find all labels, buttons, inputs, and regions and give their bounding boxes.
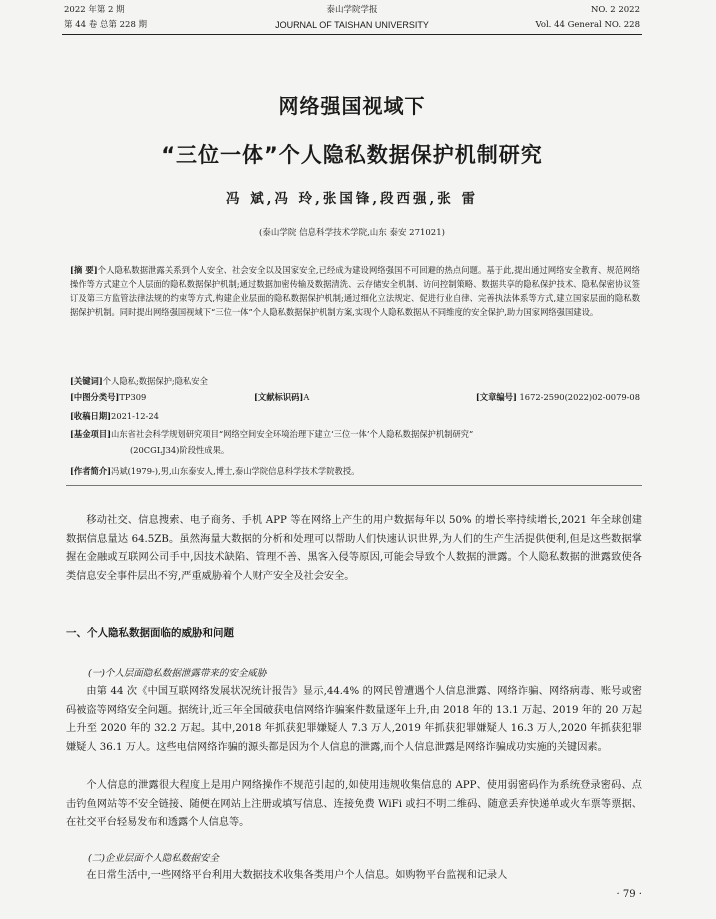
article-no-value: 1672-2590(2022)02-0079-08 [519, 392, 640, 402]
journal-name-en: JOURNAL OF TAISHAN UNIVERSITY [275, 20, 429, 30]
clc-value: TP309 [119, 392, 147, 402]
fund-row-continued: (20CGLJ34)阶段性成果。 [130, 445, 230, 455]
journal-name-cn: 泰山学院学报 [326, 5, 378, 15]
clc-block [70, 392, 146, 402]
abstract-label: [摘 要] [70, 265, 98, 275]
fund-label: [基金项目] [70, 429, 112, 439]
received-label: [收稿日期] [70, 411, 112, 421]
subsection-heading-2: (二)企业层面个人隐私数据安全 [88, 853, 219, 864]
paper-title-line-1: 网络强国视域下 [278, 94, 426, 118]
abstract-text: 个人隐私数据泄露关系到个人安全、社会安全以及国家安全,已经成为建设网络强国不可回避的热点问题。基于此,提出通过网络安全教育、规范网络操作等方式建立个人层面的隐私数据保护机制;通过数据加密传输及数据清洗、云存储安全机制、访问控制策略、数据共享的隐私保护技术、隐私保密协议签订及第三方监管法律法规的约束等方式,构建企业层面的隐私数据保护机制;通过细化立法规定、促进行业自律、完善执法体系等方式,建立国家层面的隐私数据保护机制。同时提出网络强国视域下“三位一体”个人隐私数据保护机制方案,实现个人隐私数据从不同维度的安全保护,助力国家网络强国建设。 [70, 265, 640, 317]
doc-code-value: A [303, 392, 310, 402]
volume-number: Vol. 44 General NO. 228 [535, 20, 640, 30]
paragraph-text: 个人信息的泄露很大程度上是用户网络操作不规范引起的,如使用违规收集信息的 APP、使用弱密码作为系统登录密码、点击钓鱼网站等不安全链接、随便在网站上注册或填写信息、连接免费 WiFi 或扫不明二维码、随意丢弃快递单或火车票等票据、在社交平台轻易发布和透露个人信息等。 [66, 780, 642, 829]
affiliation: (泰山学院 信息科学技术学院,山东 泰安 271021) [259, 228, 445, 238]
abstract [70, 263, 640, 319]
intro-text: 移动社交、信息搜索、电子商务、手机 APP 等在网络上产生的用户数据每年以 50% 的增长率持续增长,2021 年全球创建数据信息量达 64.5ZB。虽然海量大数据的分析和处理可以帮助人们快速认识世界,为人们的生产生活提供便利,但是这些数据掌握在金融或互联网公司手中,因技术缺陷、管理不善、黑客入侵等原因,可能会导致个人数据的泄露。个人隐私数据的泄露致使各类信息安全事件层出不穷,严重威胁着个人财产安全及社会安全。 [66, 515, 642, 582]
subsection-heading-1: (一)个人层面隐私数据泄露带来的安全威胁 [88, 668, 267, 679]
page-number: · 79 · [616, 889, 642, 900]
front-matter-divider [66, 485, 642, 486]
paragraph-text: 由第 44 次《中国互联网络发展状况统计报告》显示,44.4% 的网民曾遭遇个人信息泄露、网络诈骗、网络病毒、账号或密码被盗等网络安全问题。据统计,近三年全国破获电信网络诈骗案件数量逐年上升,由 2018 年的 13.1 万起、2019 年的 20 万起上升至 2020 年的 32.2 万起。其中,2018 年抓获犯罪嫌疑人 7.3 万人,2019 年抓获犯罪嫌疑人 16.3 万人,2020 年抓获犯罪嫌疑人 36.1 万人。这些电信网络诈骗的源头都是因为个人信息的泄露,而个人信息泄露是网络诈骗成功实施的关键因素。 [66, 686, 642, 753]
classification-row [70, 391, 640, 404]
keywords-row [70, 375, 640, 388]
introduction-paragraph [66, 512, 642, 586]
clc-label: [中图分类号] [70, 392, 120, 402]
author-list: 冯 斌,冯 玲,张国锋,段西强,张 雷 [226, 191, 478, 207]
paragraph-text: 在日常生活中,一些网络平台利用大数据技术收集各类用户个人信息。如购物平台监视和记录人 [86, 870, 508, 881]
body-paragraph-2 [66, 777, 642, 833]
article-no-block [476, 391, 640, 404]
received-row [70, 410, 640, 423]
keywords-value: 个人隐私;数据保护;隐私安全 [102, 376, 208, 386]
doc-code-block [254, 391, 309, 404]
fund-text: 山东省社会科学规划研究项目“网络空间安全环境治理下建立‘三位一体’个人隐私数据保护机制研究” [111, 429, 474, 439]
fund-row [70, 428, 640, 441]
header-rule [62, 34, 642, 35]
received-date: 2021-12-24 [111, 411, 159, 421]
body-paragraph-3 [66, 867, 642, 886]
section-heading-1: 一、个人隐私数据面临的威胁和问题 [66, 627, 234, 639]
article-no-label: [文章编号] [475, 392, 517, 402]
issue-number: NO. 2 2022 [590, 5, 640, 15]
bio-label: [作者简介] [70, 466, 112, 476]
bio-text: 冯斌(1979-),男,山东泰安人,博士,泰山学院信息科学技术学院教授。 [111, 466, 360, 476]
body-paragraph-1 [66, 683, 642, 757]
author-bio-row [70, 465, 640, 478]
issue-label: 2022 年第 2 期 [64, 5, 125, 15]
doc-code-label: [文献标识码] [254, 392, 304, 402]
paper-title-line-2: “三位一体”个人隐私数据保护机制研究 [161, 143, 543, 167]
volume-label: 第 44 卷 总第 228 期 [64, 20, 148, 30]
keywords-label: [关键词] [70, 376, 103, 386]
